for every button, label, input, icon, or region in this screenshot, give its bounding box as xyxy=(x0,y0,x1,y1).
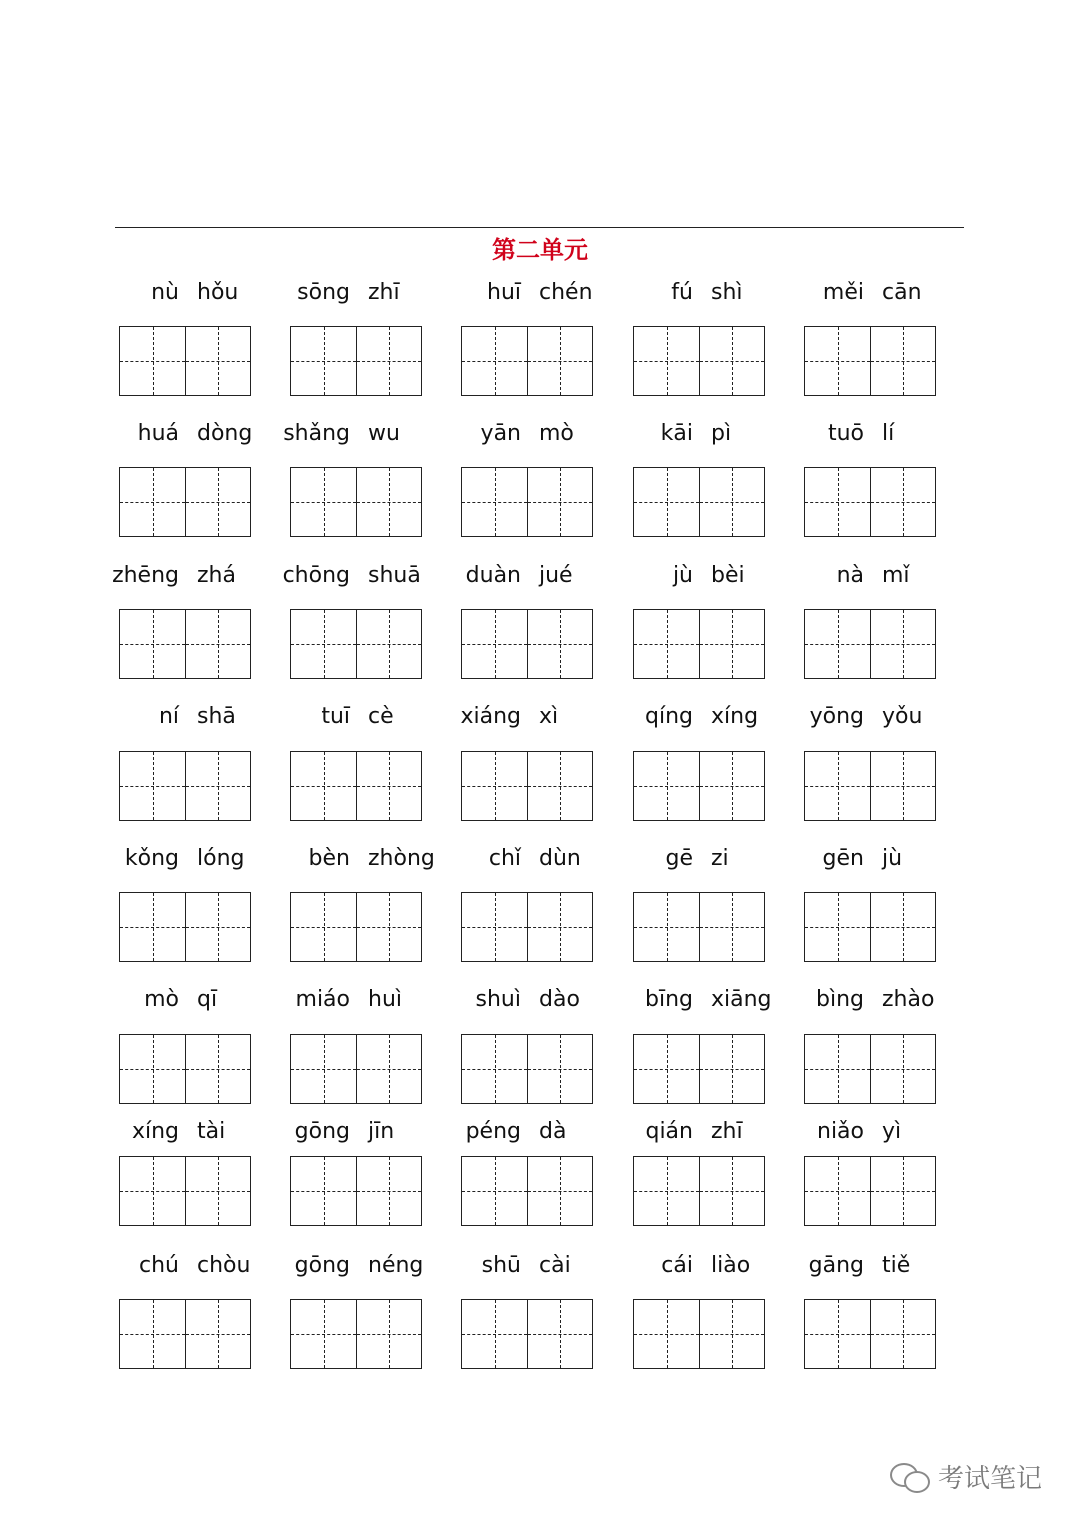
character-box[interactable] xyxy=(870,752,935,820)
pinyin-syllable: chǐ xyxy=(488,846,521,871)
character-box[interactable] xyxy=(462,468,527,536)
pinyin-syllable: bīng xyxy=(645,987,693,1012)
character-box[interactable] xyxy=(870,1300,935,1368)
pinyin-row xyxy=(290,1249,422,1283)
watermark-text: 考试笔记 xyxy=(938,1464,1043,1494)
character-box[interactable] xyxy=(634,327,699,395)
character-box[interactable] xyxy=(527,893,592,961)
pinyin-syllable: yǒu xyxy=(882,704,923,729)
pinyin-row xyxy=(804,700,936,734)
pinyin-row xyxy=(461,559,593,593)
pinyin-syllable: zhēng xyxy=(112,563,179,588)
pinyin-syllable: jù xyxy=(672,563,693,588)
pinyin-row xyxy=(633,276,765,310)
pinyin-row xyxy=(461,276,593,310)
character-box[interactable] xyxy=(699,468,764,536)
character-box[interactable] xyxy=(699,1035,764,1103)
pinyin-syllable: lí xyxy=(882,421,895,446)
pinyin-syllable: dùn xyxy=(539,846,581,871)
writing-grid xyxy=(804,1156,936,1226)
pinyin-row xyxy=(119,983,251,1017)
top-rule xyxy=(115,227,964,228)
pinyin-syllable: xiāng xyxy=(711,987,772,1012)
pinyin-syllable: zhòng xyxy=(368,846,435,871)
character-box[interactable] xyxy=(291,610,356,678)
pinyin-syllable: tuō xyxy=(827,421,864,446)
character-box[interactable] xyxy=(185,468,250,536)
pinyin-syllable: zhá xyxy=(197,563,236,588)
pinyin-syllable: mǐ xyxy=(882,563,910,588)
pinyin-syllable: cè xyxy=(368,704,394,729)
pinyin-syllable: tiě xyxy=(882,1253,911,1278)
character-box[interactable] xyxy=(699,752,764,820)
character-box[interactable] xyxy=(699,327,764,395)
pinyin-syllable: jué xyxy=(539,563,573,588)
character-box[interactable] xyxy=(527,1035,592,1103)
pinyin-syllable: chén xyxy=(539,280,593,305)
writing-grid xyxy=(804,326,936,396)
pinyin-row xyxy=(633,842,765,876)
pinyin-syllable: yān xyxy=(480,421,521,446)
character-box[interactable] xyxy=(805,1157,870,1225)
pinyin-syllable: cài xyxy=(539,1253,571,1278)
pinyin-row xyxy=(804,559,936,593)
pinyin-syllable: gōng xyxy=(294,1253,350,1278)
character-box[interactable] xyxy=(356,468,421,536)
character-box[interactable] xyxy=(356,752,421,820)
writing-grid xyxy=(633,892,765,962)
writing-grid xyxy=(633,751,765,821)
pinyin-row xyxy=(461,417,593,451)
pinyin-syllable: shū xyxy=(481,1253,521,1278)
pinyin-row xyxy=(461,983,593,1017)
writing-grid xyxy=(290,751,422,821)
character-box[interactable] xyxy=(185,1035,250,1103)
pinyin-syllable: jù xyxy=(882,846,903,871)
pinyin-syllable: dòng xyxy=(197,421,253,446)
character-box[interactable] xyxy=(356,610,421,678)
pinyin-syllable: xíng xyxy=(131,1119,179,1144)
pinyin-row xyxy=(119,417,251,451)
character-box[interactable] xyxy=(120,468,185,536)
pinyin-syllable: shǎng xyxy=(283,421,350,446)
character-box[interactable] xyxy=(120,1300,185,1368)
pinyin-syllable: sōng xyxy=(297,280,350,305)
writing-grid xyxy=(461,467,593,537)
pinyin-syllable: shuì xyxy=(475,987,521,1012)
pinyin-syllable: liào xyxy=(711,1253,751,1278)
pinyin-syllable: tài xyxy=(197,1119,226,1144)
writing-grid xyxy=(461,1299,593,1369)
pinyin-row xyxy=(461,700,593,734)
character-box[interactable] xyxy=(805,893,870,961)
pinyin-syllable: cān xyxy=(882,280,922,305)
pinyin-syllable: měi xyxy=(822,280,864,305)
pinyin-row xyxy=(290,700,422,734)
pinyin-syllable: pì xyxy=(711,421,732,446)
pinyin-row xyxy=(119,842,251,876)
character-box[interactable] xyxy=(120,752,185,820)
pinyin-syllable: bèn xyxy=(308,846,350,871)
writing-grid xyxy=(804,467,936,537)
character-box[interactable] xyxy=(634,752,699,820)
writing-grid xyxy=(119,751,251,821)
writing-grid xyxy=(804,609,936,679)
pinyin-row xyxy=(290,276,422,310)
pinyin-syllable: huì xyxy=(368,987,402,1012)
character-box[interactable] xyxy=(291,752,356,820)
writing-grid xyxy=(461,609,593,679)
pinyin-row xyxy=(804,276,936,310)
pinyin-syllable: zhào xyxy=(882,987,935,1012)
character-box[interactable] xyxy=(527,327,592,395)
pinyin-row xyxy=(290,842,435,876)
pinyin-syllable: qíng xyxy=(645,704,693,729)
writing-grid xyxy=(633,1156,765,1226)
pinyin-syllable: dà xyxy=(539,1119,567,1144)
writing-grid xyxy=(290,1299,422,1369)
character-box[interactable] xyxy=(527,1300,592,1368)
pinyin-syllable: nù xyxy=(151,280,179,305)
wechat-icon xyxy=(888,1459,934,1495)
writing-grid xyxy=(461,326,593,396)
pinyin-syllable: xíng xyxy=(711,704,759,729)
writing-grid xyxy=(119,1299,251,1369)
character-box[interactable] xyxy=(699,1300,764,1368)
character-box[interactable] xyxy=(291,1157,356,1225)
character-box[interactable] xyxy=(634,1300,699,1368)
pinyin-row xyxy=(461,1115,593,1149)
pinyin-syllable: gēn xyxy=(822,846,864,871)
character-box[interactable] xyxy=(870,893,935,961)
character-box[interactable] xyxy=(634,1035,699,1103)
pinyin-row xyxy=(119,700,251,734)
writing-grid xyxy=(461,751,593,821)
pinyin-row xyxy=(633,983,772,1017)
character-box[interactable] xyxy=(356,1035,421,1103)
pinyin-syllable: néng xyxy=(368,1253,424,1278)
character-box[interactable] xyxy=(120,893,185,961)
pinyin-syllable: fú xyxy=(671,280,693,305)
character-box[interactable] xyxy=(805,1035,870,1103)
pinyin-syllable: qián xyxy=(645,1119,693,1144)
character-box[interactable] xyxy=(120,1157,185,1225)
writing-grid xyxy=(290,326,422,396)
pinyin-row xyxy=(633,559,765,593)
pinyin-row xyxy=(633,417,765,451)
writing-grid xyxy=(119,1156,251,1226)
pinyin-row xyxy=(461,1249,593,1283)
character-box[interactable] xyxy=(634,1157,699,1225)
character-box[interactable] xyxy=(527,1157,592,1225)
character-box[interactable] xyxy=(462,610,527,678)
writing-grid xyxy=(804,1299,936,1369)
character-box[interactable] xyxy=(185,752,250,820)
character-box[interactable] xyxy=(291,468,356,536)
character-box[interactable] xyxy=(462,1035,527,1103)
character-box[interactable] xyxy=(185,1300,250,1368)
character-box[interactable] xyxy=(356,1157,421,1225)
writing-grid xyxy=(633,1299,765,1369)
pinyin-syllable: mò xyxy=(539,421,574,446)
pinyin-row xyxy=(804,842,936,876)
writing-grid xyxy=(804,1034,936,1104)
pinyin-row xyxy=(461,842,593,876)
character-box[interactable] xyxy=(291,1035,356,1103)
character-box[interactable] xyxy=(356,1300,421,1368)
writing-grid xyxy=(633,1034,765,1104)
pinyin-row xyxy=(119,276,251,310)
pinyin-syllable: huá xyxy=(137,421,179,446)
character-box[interactable] xyxy=(356,327,421,395)
pinyin-syllable: qī xyxy=(197,987,218,1012)
pinyin-syllable: shā xyxy=(197,704,236,729)
character-box[interactable] xyxy=(699,893,764,961)
pinyin-syllable: huī xyxy=(487,280,521,305)
pinyin-syllable: yōng xyxy=(809,704,864,729)
character-box[interactable] xyxy=(462,1300,527,1368)
writing-grid xyxy=(633,609,765,679)
pinyin-row xyxy=(119,1249,251,1283)
character-box[interactable] xyxy=(185,610,250,678)
character-box[interactable] xyxy=(291,893,356,961)
character-box[interactable] xyxy=(185,1157,250,1225)
pinyin-syllable: wu xyxy=(368,421,400,446)
pinyin-syllable: cái xyxy=(661,1253,693,1278)
writing-grid xyxy=(119,326,251,396)
pinyin-syllable: zhī xyxy=(711,1119,743,1144)
pinyin-syllable: chú xyxy=(139,1253,179,1278)
pinyin-syllable: dào xyxy=(539,987,580,1012)
pinyin-syllable: chōng xyxy=(282,563,350,588)
pinyin-syllable: xì xyxy=(539,704,559,729)
pinyin-syllable: miáo xyxy=(295,987,350,1012)
character-box[interactable] xyxy=(634,610,699,678)
pinyin-syllable: xiáng xyxy=(460,704,521,729)
pinyin-row xyxy=(804,417,936,451)
pinyin-row xyxy=(633,700,765,734)
pinyin-row xyxy=(633,1249,765,1283)
character-box[interactable] xyxy=(291,1300,356,1368)
pinyin-syllable: zi xyxy=(711,846,729,871)
pinyin-syllable: duàn xyxy=(465,563,521,588)
character-box[interactable] xyxy=(527,752,592,820)
pinyin-row xyxy=(112,559,251,593)
character-box[interactable] xyxy=(527,610,592,678)
pinyin-syllable: gāng xyxy=(808,1253,864,1278)
character-box[interactable] xyxy=(634,468,699,536)
character-box[interactable] xyxy=(356,893,421,961)
character-box[interactable] xyxy=(291,327,356,395)
pinyin-row xyxy=(804,983,936,1017)
character-box[interactable] xyxy=(805,752,870,820)
character-box[interactable] xyxy=(870,1157,935,1225)
pinyin-syllable: gōng xyxy=(294,1119,350,1144)
writing-grid xyxy=(290,892,422,962)
character-box[interactable] xyxy=(805,610,870,678)
pinyin-syllable: shuā xyxy=(368,563,421,588)
pinyin-syllable: péng xyxy=(465,1119,521,1144)
writing-grid xyxy=(461,892,593,962)
character-box[interactable] xyxy=(120,610,185,678)
character-box[interactable] xyxy=(805,468,870,536)
pinyin-syllable: yì xyxy=(882,1119,902,1144)
pinyin-syllable: shì xyxy=(711,280,743,305)
character-box[interactable] xyxy=(634,893,699,961)
character-box[interactable] xyxy=(870,1035,935,1103)
character-box[interactable] xyxy=(527,468,592,536)
writing-grid xyxy=(290,467,422,537)
writing-grid xyxy=(119,892,251,962)
writing-grid xyxy=(461,1034,593,1104)
pinyin-syllable: kǒng xyxy=(124,846,179,871)
watermark xyxy=(888,1458,1042,1495)
character-box[interactable] xyxy=(870,610,935,678)
pinyin-syllable: nà xyxy=(836,563,864,588)
pinyin-syllable: bìng xyxy=(816,987,864,1012)
character-box[interactable] xyxy=(462,327,527,395)
writing-grid xyxy=(633,326,765,396)
character-box[interactable] xyxy=(870,468,935,536)
pinyin-row xyxy=(290,1115,422,1149)
pinyin-row xyxy=(282,559,422,593)
writing-grid xyxy=(804,892,936,962)
character-box[interactable] xyxy=(805,327,870,395)
writing-grid xyxy=(290,609,422,679)
character-box[interactable] xyxy=(870,327,935,395)
writing-grid xyxy=(633,467,765,537)
pinyin-syllable: bèi xyxy=(711,563,745,588)
writing-grid xyxy=(290,1156,422,1226)
pinyin-syllable: ní xyxy=(158,704,179,729)
character-box[interactable] xyxy=(699,610,764,678)
writing-grid xyxy=(461,1156,593,1226)
character-box[interactable] xyxy=(120,327,185,395)
pinyin-row xyxy=(290,983,422,1017)
pinyin-syllable: niǎo xyxy=(817,1119,864,1144)
pinyin-row xyxy=(804,1249,936,1283)
pinyin-syllable: chòu xyxy=(197,1253,251,1278)
character-box[interactable] xyxy=(462,893,527,961)
pinyin-syllable: kāi xyxy=(660,421,693,446)
pinyin-row xyxy=(119,1115,251,1149)
pinyin-syllable: gē xyxy=(665,846,693,871)
pinyin-syllable: jīn xyxy=(368,1119,395,1144)
character-box[interactable] xyxy=(462,1157,527,1225)
writing-grid xyxy=(290,1034,422,1104)
unit-title: 第二单元 xyxy=(492,236,588,264)
character-box[interactable] xyxy=(805,1300,870,1368)
pinyin-row xyxy=(633,1115,765,1149)
character-box[interactable] xyxy=(120,1035,185,1103)
pinyin-row xyxy=(804,1115,936,1149)
pinyin-syllable: hǒu xyxy=(197,280,239,305)
writing-grid xyxy=(119,1034,251,1104)
pinyin-syllable: lóng xyxy=(197,846,245,871)
writing-grid xyxy=(804,751,936,821)
writing-grid xyxy=(119,609,251,679)
pinyin-syllable: zhī xyxy=(368,280,400,305)
character-box[interactable] xyxy=(462,752,527,820)
pinyin-syllable: mò xyxy=(144,987,179,1012)
character-box[interactable] xyxy=(185,327,250,395)
character-box[interactable] xyxy=(185,893,250,961)
pinyin-syllable: tuī xyxy=(321,704,350,729)
character-box[interactable] xyxy=(699,1157,764,1225)
pinyin-row xyxy=(283,417,422,451)
writing-grid xyxy=(119,467,251,537)
